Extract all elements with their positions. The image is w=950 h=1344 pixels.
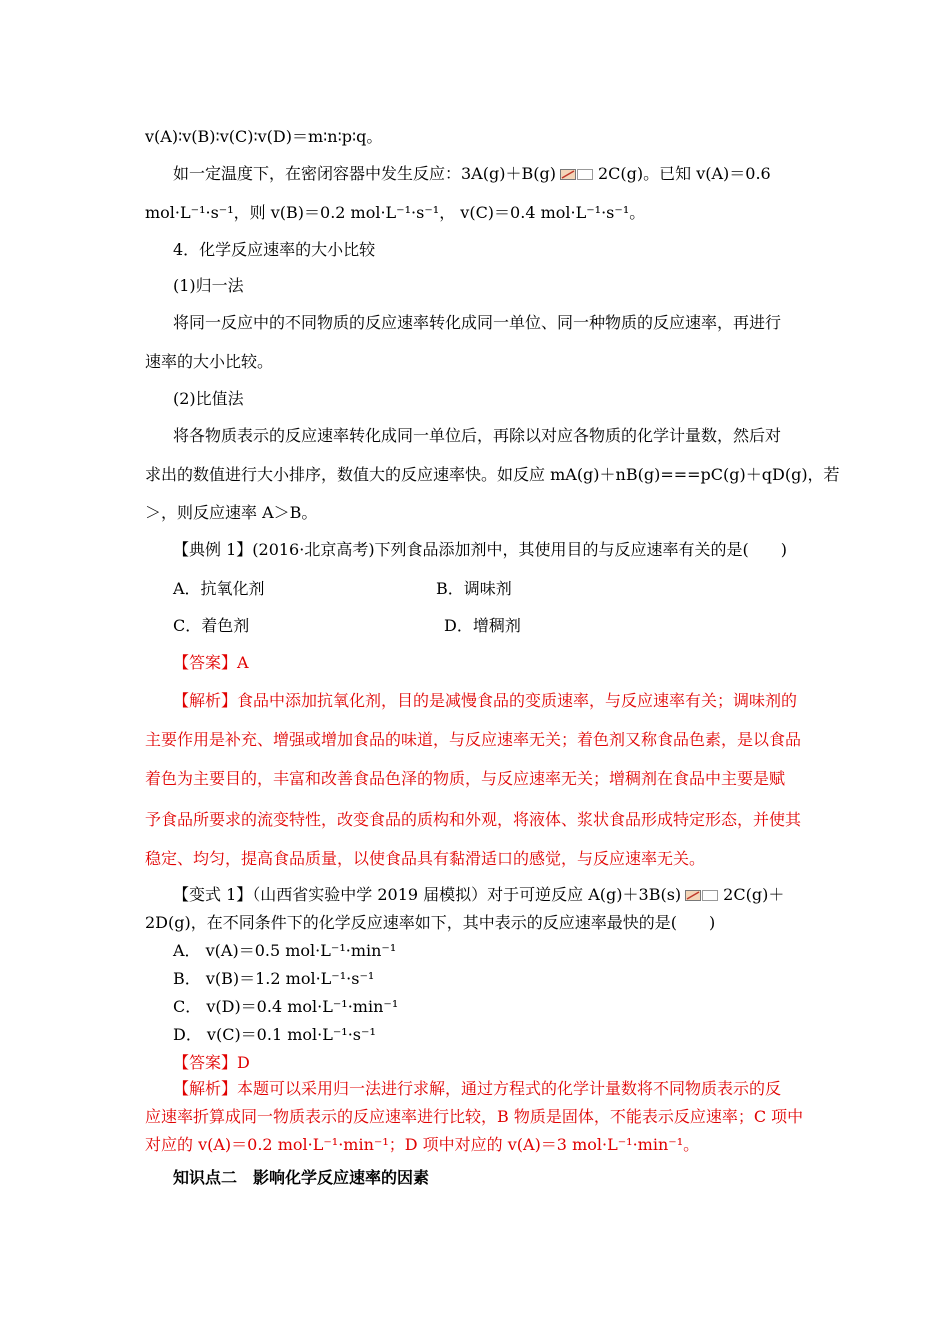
example-reaction-line bbox=[173, 163, 838, 185]
example-1-analysis-line: 【解析】食品中添加抗氧化剂，目的是减慢食品的变质速率，与反应速率有关；调味剂的 bbox=[173, 691, 798, 710]
variant-1-option-c: C． v(D)＝0.4 mol·L⁻¹·min⁻¹ bbox=[173, 997, 399, 1016]
reversible-arrow-icon bbox=[560, 169, 594, 180]
example-1-option-c: C．着色剂 bbox=[173, 616, 250, 635]
rate-ratio-line: v(A)∶v(B)∶v(C)∶v(D)＝m∶n∶p∶q。 bbox=[145, 127, 383, 146]
method-2-text: 将各物质表示的反应速率转化成同一单位后，再除以对应各物质的化学计量数，然后对 bbox=[173, 426, 782, 445]
example-1-option-a: A．抗氧化剂 bbox=[173, 579, 265, 598]
rate-values-line: mol·L⁻¹·s⁻¹，则 v(B)＝0.2 mol·L⁻¹·s⁻¹， v(C)＝0.4 mol·L⁻¹·s⁻¹。 bbox=[145, 203, 646, 222]
method-1-text: 将同一反应中的不同物质的反应速率转化成同一单位、同一种物质的反应速率，再进行 bbox=[173, 313, 782, 332]
example-1-option-b: B．调味剂 bbox=[436, 579, 512, 598]
example-1-question: 【典例 1】(2016·北京高考)下列食品添加剂中，其使用目的与反应速率有关的是( ) bbox=[173, 540, 788, 559]
method-1-text-cont: 速率的大小比较。 bbox=[145, 352, 274, 371]
example-1-answer: 【答案】A bbox=[173, 653, 249, 672]
example-1-analysis-line: 着色为主要目的，丰富和改善食品色泽的物质，与反应速率无关；增稠剂在食品中主要是赋 bbox=[145, 769, 786, 788]
example-1-option-d: D．增稠剂 bbox=[444, 616, 521, 635]
method-1-title: (1)归一法 bbox=[173, 276, 244, 295]
method-2-conclusion: ＞，则反应速率 A＞B。 bbox=[145, 503, 318, 522]
variant-1-question-cont: 2D(g)，在不同条件下的化学反应速率如下，其中表示的反应速率最快的是( ) bbox=[145, 913, 716, 932]
reversible-arrow-icon bbox=[685, 890, 719, 901]
variant-1-answer: 【答案】D bbox=[173, 1053, 250, 1072]
example-1-analysis-line: 主要作用是补充、增强或增加食品的味道，与反应速率无关；着色剂又称食品色素，是以食品 bbox=[145, 730, 802, 749]
variant-1-question-a: 【变式 1】（山西省实验中学 2019 届模拟）对于可逆反应 A(g)＋3B(s) bbox=[173, 885, 682, 904]
section-heading-4: 4．化学反应速率的大小比较 bbox=[173, 240, 376, 259]
knowledge-point-2-heading: 知识点二 影响化学反应速率的因素 bbox=[173, 1168, 430, 1187]
variant-1-question bbox=[173, 884, 838, 906]
variant-1-analysis-line: 应速率折算成同一物质表示的反应速率进行比较，B 物质是固体，不能表示反应速率；C 项中 bbox=[145, 1107, 804, 1126]
variant-1-question-b: 2C(g)＋ bbox=[723, 885, 785, 904]
method-2-title: (2)比值法 bbox=[173, 389, 244, 408]
reaction-text-b: 2C(g)。已知 v(A)＝0.6 bbox=[597, 164, 771, 183]
variant-1-option-d: D． v(C)＝0.1 mol·L⁻¹·s⁻¹ bbox=[173, 1025, 376, 1044]
reaction-text-a: 如一定温度下，在密闭容器中发生反应：3A(g)＋B(g) bbox=[173, 164, 556, 183]
variant-1-option-a: A． v(A)＝0.5 mol·L⁻¹·min⁻¹ bbox=[173, 941, 397, 960]
variant-1-analysis-line: 【解析】本题可以采用归一法进行求解，通过方程式的化学计量数将不同物质表示的反 bbox=[173, 1079, 782, 1098]
method-2-text-cont: 求出的数值进行大小排序，数值大的反应速率快。如反应 mA(g)＋nB(g)===pC(g)＋qD(g)，若 bbox=[145, 465, 840, 484]
variant-1-analysis-line: 对应的 v(A)＝0.2 mol·L⁻¹·min⁻¹；D 项中对应的 v(A)＝3 mol·L⁻¹·min⁻¹。 bbox=[145, 1135, 700, 1154]
variant-1-option-b: B． v(B)＝1.2 mol·L⁻¹·s⁻¹ bbox=[173, 969, 375, 988]
example-1-analysis-line: 稳定、均匀，提高食品质量，以使食品具有黏滑适口的感觉，与反应速率无关。 bbox=[145, 849, 706, 868]
example-1-analysis-line: 予食品所要求的流变特性，改变食品的质构和外观，将液体、浆状食品形成特定形态，并使其 bbox=[145, 810, 802, 829]
